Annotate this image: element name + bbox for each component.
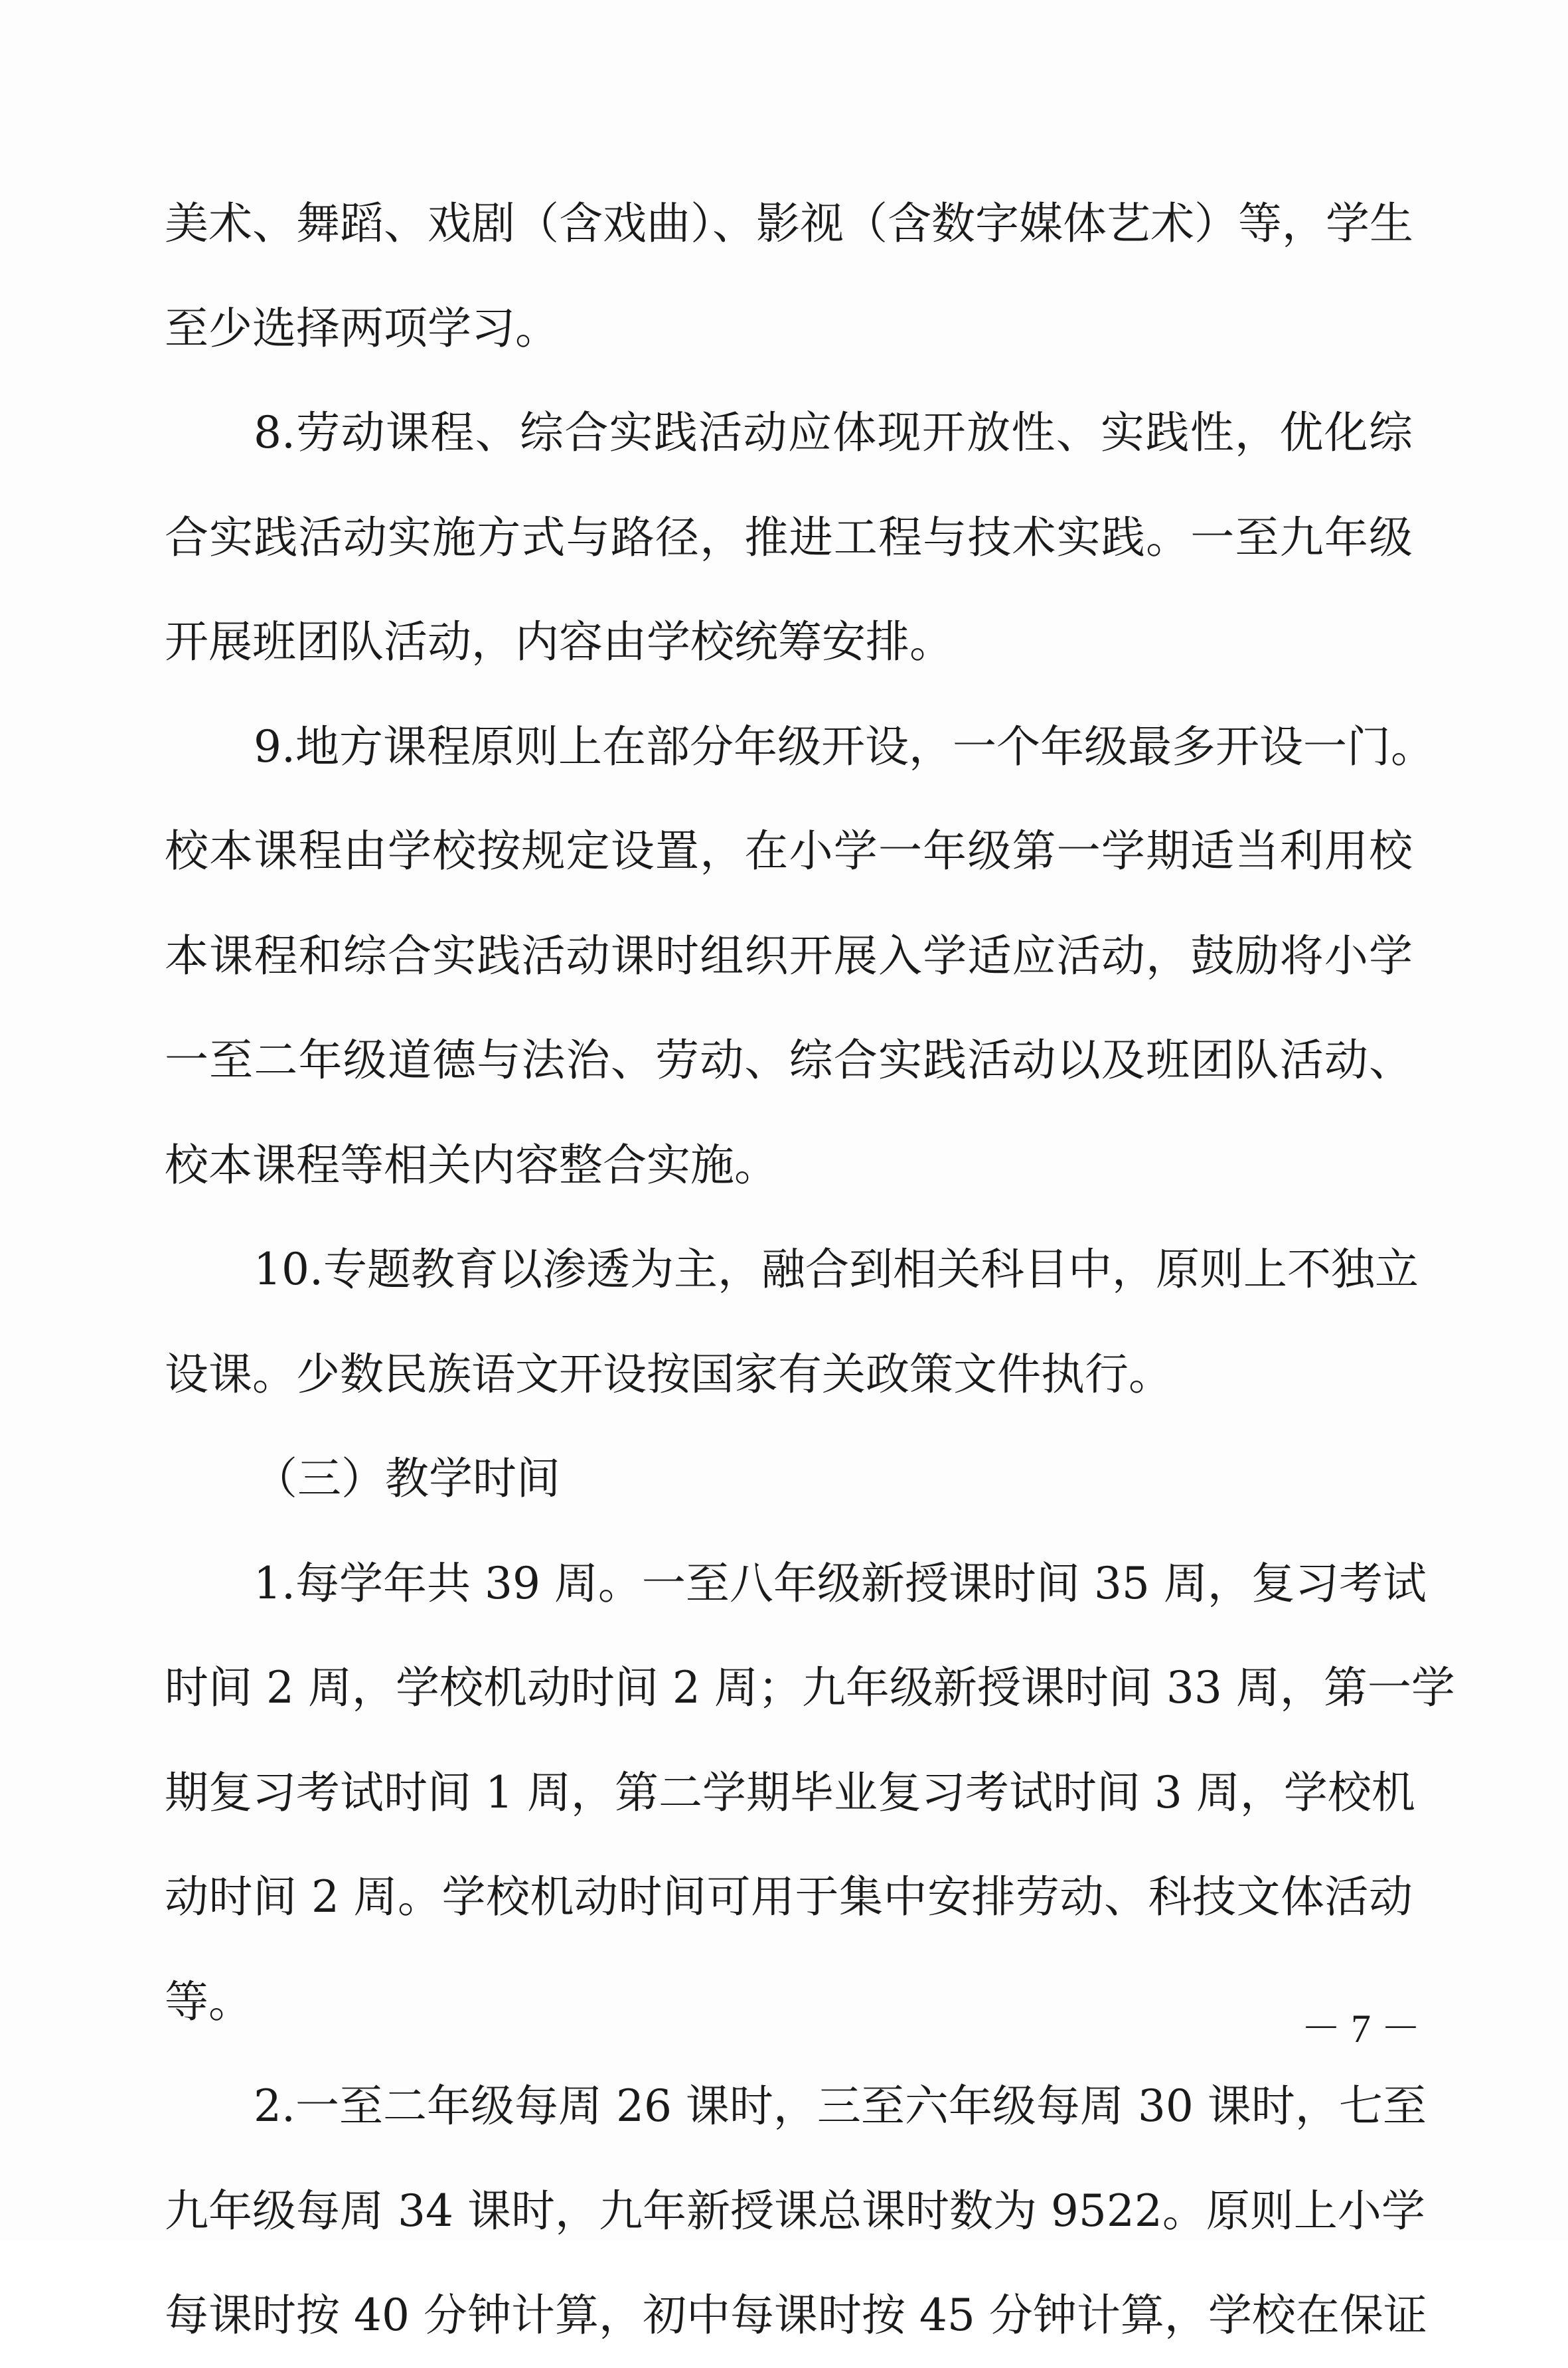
text-line: 时间 2 周，学校机动时间 2 周；九年级新授课时间 33 周，第一学 [165,1662,1455,1713]
text-line: 一至二年级道德与法治、劳动、综合实践活动以及班团队活动、 [165,1035,1413,1086]
paragraph-9-first-line: 9.地方课程原则上在部分年级开设，一个年级最多开设一门。 [254,720,1435,772]
text-line: 设课。少数民族语文开设按国家有关政策文件执行。 [165,1348,1172,1400]
text-line: 本课程和综合实践活动课时组织开展入学适应活动，鼓励将小学 [165,930,1413,981]
text-line: 美术、舞蹈、戏剧（含戏曲）、影视（含数字媒体艺术）等，学生 [165,198,1413,249]
body-text [165,171,1455,2368]
item-2-first-line: 2.一至二年级每周 26 课时，三至六年级每周 30 课时，七至 [254,2080,1427,2132]
text-line: 合实践活动实施方式与路径，推进工程与技术实践。一至九年级 [165,511,1413,563]
section-heading: （三）教学时间 [254,1453,560,1504]
text-line: 至少选择两项学习。 [165,302,559,354]
text-line: 期复习考试时间 1 周，第二学期毕业复习考试时间 3 周，学校机 [165,1766,1415,1818]
text-line: 动时间 2 周。学校机动时间可用于集中安排劳动、科技文体活动 [165,1871,1413,1922]
page-number: － 7 － [1301,2007,1421,2051]
text-line: 等。 [165,1976,252,2027]
text-line: 开展班团队活动，内容由学校统筹安排。 [165,616,953,667]
text-line: 校本课程由学校按规定设置，在小学一年级第一学期适当利用校 [165,825,1413,877]
text-line: 校本课程等相关内容整合实施。 [165,1139,778,1191]
paragraph-8-first-line: 8.劳动课程、综合实践活动应体现开放性、实践性，优化综 [254,407,1413,458]
text-line: 每课时按 40 分钟计算，初中每课时按 45 分钟计算，学校在保证 [165,2290,1427,2341]
text-line: 九年级每周 34 课时，九年新授课总课时数为 9522。原则上小学 [165,2185,1425,2237]
item-1-first-line: 1.每学年共 39 周。一至八年级新授课时间 35 周，复习考试 [254,1557,1427,1609]
paragraph-10-first-line: 10.专题教育以渗透为主，融合到相关科目中，原则上不独立 [254,1244,1419,1295]
